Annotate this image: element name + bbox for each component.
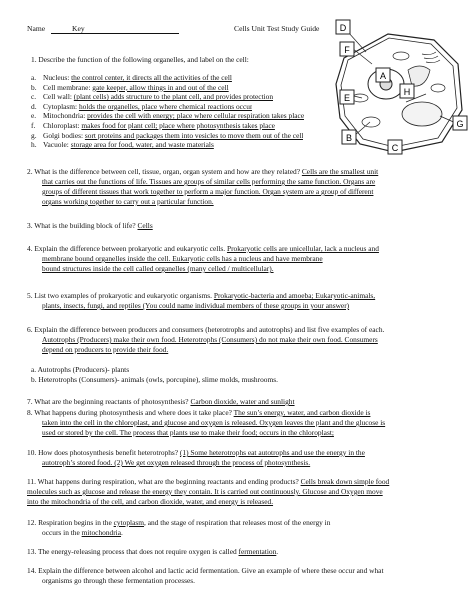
q5-answer: plants, insects, fungi, and reptiles (You could name individual members of these groups in your answer) <box>42 301 350 310</box>
label-g-text: G <box>456 119 464 129</box>
q7-question: 7. What are the beginning reactants of photosynthesis? <box>27 397 191 406</box>
label-c-text: C <box>391 143 399 153</box>
q2-answer: Cells are the smallest unit <box>301 167 379 176</box>
q1-item <box>31 111 304 120</box>
q11-question: 11. What happens during respiration, what are the beginning reactants and ending products? <box>27 477 301 486</box>
q12-post: , and the stage of respiration that releases most of the energy in <box>144 518 331 527</box>
q3-line <box>27 221 153 230</box>
q6-line <box>42 335 378 344</box>
q10-question: 10. How does photosynthesis benefit heterotrophs? <box>27 448 180 457</box>
label-box-f <box>340 42 354 56</box>
q1-prompt: 1. Describe the function of the following organelles, and label on the cell: <box>31 55 249 64</box>
q3-answer: Cells <box>137 221 153 230</box>
name-value: Key <box>72 24 85 33</box>
q6-question: 6. Explain the difference between producers and consumers (heterotrophs and autotrophs) and list five examples of each. <box>27 325 385 334</box>
q4-answer: membrane bound organelles inside the cell. Eukaryotic cells has a nucleus and have membrane <box>42 254 323 263</box>
q13-answer: fermentation <box>238 547 277 556</box>
q1-item-term: Chloroplast: <box>43 121 82 130</box>
q1-item-letter: a. <box>31 73 37 82</box>
q12-answer-1: cytoplasm <box>113 518 145 527</box>
q1-item <box>31 131 303 140</box>
q4-line <box>42 254 323 263</box>
label-a-text: A <box>379 71 387 81</box>
q1-item-letter: f. <box>31 121 36 130</box>
q1-item-letter: b. <box>31 82 37 92</box>
q7-answer: Carbon dioxide, water and sunlight <box>190 397 295 406</box>
label-box-d <box>336 20 350 34</box>
q14-line2: organisms go through these fermentation processes. <box>42 576 195 585</box>
label-box-g <box>453 116 467 130</box>
q4-line <box>42 264 274 273</box>
q1-item <box>31 121 275 130</box>
q13 <box>27 547 278 556</box>
q1-item <box>31 73 232 82</box>
q1-item-answer: the control center, it directs all the activities of the cell <box>71 73 232 82</box>
q11-line <box>27 477 389 486</box>
q10-answer: (1) Some heterotrophs eat autotrophs and use the energy in the <box>179 448 365 457</box>
q11-answer: into the mitochondria of the cell, and carbon dioxide, water, and energy is released. <box>27 497 274 506</box>
q8-line <box>42 418 385 427</box>
q1-item-letter: e. <box>31 111 37 121</box>
q7-line <box>27 397 295 406</box>
q8-line <box>42 428 334 437</box>
q1-item-letter: d. <box>31 101 37 111</box>
label-b-text: B <box>345 133 353 143</box>
q6-answer: Autotrophs (Producers) make their own food. Heterotrophs (Consumers) do not make their own food. Consumers <box>42 335 378 344</box>
q8-line <box>27 408 370 417</box>
name-line <box>51 24 179 34</box>
q1-item-answer: (plant cells) adds structure to the plant cell, and provides protection <box>73 92 274 102</box>
q2-question: 2. What is the difference between cell, tissue, organ, organ system and how are they related? <box>27 167 302 176</box>
label-h-text: H <box>403 87 411 97</box>
q2-line <box>42 177 375 186</box>
q12-line2 <box>42 528 123 537</box>
q1-item-letter: c. <box>31 92 37 102</box>
q5-question: 5. List two examples of prokaryotic and eukaryotic organisms. <box>27 291 214 300</box>
q1-item <box>31 92 273 101</box>
q10-line <box>42 458 310 467</box>
label-box-b <box>342 130 356 144</box>
page-title: Cells Unit Test Study Guide <box>234 24 320 33</box>
q14-line1: 14. Explain the difference between alcohol and lactic acid fermentation. Give an example of where these occur and what <box>27 566 384 575</box>
q10-line <box>27 448 365 457</box>
q2-answer: that carries out the functions of life. Tissues are groups of similar cells performing the same function. Organs are <box>42 177 376 186</box>
q3-question: 3. What is the building block of life? <box>27 221 138 230</box>
q11-answer: molecules such as glucose and release the energy they contain. It is carried out continuously. Glucose and Oxygen move <box>27 487 383 496</box>
q12-answer-2: mitochondria <box>81 528 122 537</box>
label-box-c <box>388 140 402 154</box>
label-box-e <box>340 90 354 104</box>
q5-answer: Prokaryotic-bacteria and amoeba; Eukaryotic-animals, <box>213 291 376 300</box>
q2-line <box>42 197 214 206</box>
q1-item <box>31 140 214 149</box>
q2-line <box>27 167 378 176</box>
q1-item-answer: provides the cell with energy; place where cellular respiration takes place <box>87 111 305 121</box>
label-box-h <box>400 84 414 98</box>
q1-item-term: Cell wall: <box>43 92 74 102</box>
q8-answer: used or stored by the cell. The process that plants use to make their food; occurs in the chloroplast; <box>42 428 334 437</box>
q11-line <box>27 487 383 496</box>
q4-answer: bound structures inside the cell called organelles (many celled / multicellular). <box>42 264 274 273</box>
q13-text: 13. The energy-releasing process that does not require oxygen is called <box>27 547 239 556</box>
q1-item-term: Nucleus: <box>43 73 72 82</box>
q2-line <box>42 187 373 196</box>
q11-answer: Cells break down simple food <box>300 477 390 486</box>
q12-line1 <box>27 518 330 527</box>
q8-answer: taken into the cell in the chloroplast, and glucose and oxygen is released. Oxygen leaves the plant and the glucose is <box>42 418 386 427</box>
name-label: Name <box>27 24 46 33</box>
label-box-a <box>376 68 390 82</box>
q13-post: . <box>276 547 279 556</box>
q6-item-a: a. Autotrophs (Producers)- plants <box>31 365 130 374</box>
q2-answer: groups of different tissues that work together to perform a major function. Organ system are a group of different <box>42 187 374 196</box>
q1-item-answer: makes food for plant cell; place where photosynthesis takes place <box>81 121 275 130</box>
q1-item <box>31 102 252 111</box>
q6-answer: depend on producers to provide their food. <box>42 345 169 354</box>
q4-line <box>27 244 379 253</box>
q8-answer: The sun’s energy, water, and carbon dioxide is <box>233 408 371 417</box>
q4-answer: Prokaryotic cells are unicellular, lack a nucleus and <box>226 244 379 253</box>
q12-post-2: . <box>121 528 123 537</box>
label-f-text: F <box>344 45 350 55</box>
label-d-text: D <box>339 23 347 33</box>
q1-item-answer: storage area for food, water, and waste materials <box>70 140 214 150</box>
q1-item-term: Mitochondria: <box>43 111 88 121</box>
q12-pre-2: occurs in the <box>42 528 82 537</box>
q6-line <box>42 345 168 354</box>
q2-answer: organs working together to carry out a particular function. <box>42 197 214 206</box>
q1-item-answer: sort proteins and packages them into vesicles to move them out of the cell <box>84 130 304 140</box>
q6-line <box>27 325 384 334</box>
q4-question: 4. Explain the difference between prokaryotic and eukaryotic cells. <box>27 244 227 253</box>
q1-item-term: Cytoplasm: <box>43 101 79 111</box>
q5-line <box>42 301 349 310</box>
plant-cell-diagram <box>326 18 472 156</box>
q1-item-term: Vacuole: <box>43 140 71 150</box>
label-e-text: E <box>343 93 351 103</box>
q11-line <box>27 497 273 506</box>
q1-item-answer: gate keeper, allow things in and out of the cell <box>92 82 229 92</box>
q6-item-b: b. Heterotrophs (Consumers)- animals (owls, porcupine), slime molds, mushrooms. <box>31 375 278 384</box>
q10-answer: autotroph’s stored food. (2) We get oxygen released through the process of photosynthesis. <box>42 458 311 467</box>
q1-item-letter: g. <box>31 130 37 140</box>
q12-pre: 12. Respiration begins in the <box>27 518 114 527</box>
q8-question: 8. What happens during photosynthesis and where does it take place? <box>27 408 234 417</box>
q1-item <box>31 83 229 92</box>
q1-item-term: Golgi bodies: <box>43 130 85 140</box>
q1-item-term: Cell membrane: <box>43 82 93 92</box>
q1-item-letter: h. <box>31 140 37 150</box>
q5-line <box>27 291 375 300</box>
q1-item-answer: holds the organelles, place where chemical reactions occur <box>78 101 253 111</box>
